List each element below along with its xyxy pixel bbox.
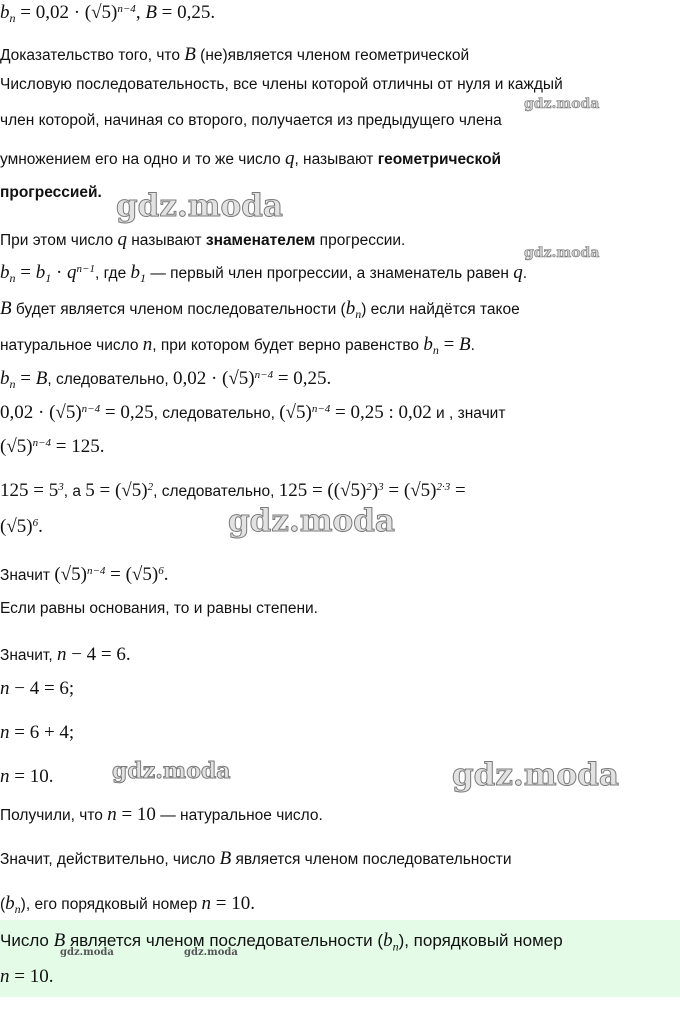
given-formula: $b_n = 0,02 \cdot (√5)^{n-4}$, B = 0,25. (0, 2, 216, 26)
formula-line: $125 = 5^3$, а $5 = (√5)^2$, следовательно, $125 = ((√5)^2)^3 = (√5)^{2\cdot 3}$ = (0, 480, 466, 501)
watermark: gdz.moda (112, 758, 231, 784)
formula-line: Значит, n − 4 = 6. (0, 644, 131, 665)
text-line: натуральное число n, при котором будет верно равенство $b_n = B$. (0, 334, 475, 358)
watermark: gdz.moda (452, 757, 619, 793)
text-line: B будет является членом последовательности $(b_n)$ если найдётся такое (0, 298, 520, 322)
answer-line: n = 10. (0, 966, 54, 987)
text-line: Получили, что n = 10 — натуральное число. (0, 804, 323, 825)
formula-line: Значит $(√5)^{n-4} = (√5)^6$. (0, 564, 169, 585)
watermark: gdz.moda (524, 245, 600, 261)
formula-line: n − 4 = 6; (0, 678, 75, 699)
formula-line: $0,02 \cdot (√5)^{n-4} = 0,25$, следовательно, $(√5)^{n-4} = 0,25$ : 0,02 и , значит (0, 402, 506, 423)
definition-line: умножением его на одно и то же число q, называют геометрической (0, 148, 502, 169)
formula-line: $(√5)^6$. (0, 516, 43, 537)
watermark: gdz.moda (524, 96, 600, 112)
text-line: Числовую последовательность, все члены которой отличны от нуля и каждый (0, 76, 563, 93)
watermark: gdz.moda (228, 503, 395, 539)
definition-term: прогрессией. (0, 184, 102, 201)
text-line: При этом число q называют знаменателем прогрессии. (0, 229, 406, 250)
text-line: Если равны основания, то и равны степени. (0, 600, 318, 617)
formula-line: $b_n = B$, следовательно, $0,02 \cdot (√5)^{n-4} = 0,25$. (0, 368, 332, 392)
watermark: gdz.moda (60, 947, 114, 958)
text-line: член которой, начиная со второго, получается из предыдущего члена (0, 112, 502, 129)
formula-line: $b_n = b_1 \cdot q^{n-1}$, где $b_1$ — первый член прогрессии, а знаменатель равен q. (0, 262, 528, 286)
formula-line: $(√5)^{n-4} = 125$. (0, 436, 105, 457)
watermark: gdz.moda (116, 188, 283, 224)
formula-line: n = 10. (0, 766, 54, 787)
text-line: $(b_n)$, его порядковый номер n = 10. (0, 893, 255, 917)
formula-line: n = 6 + 4; (0, 722, 75, 743)
text-line: Значит, действительно, число B является членом последовательности (0, 848, 512, 869)
paragraph-intro: Доказательство того, что B (не)является членом геометрической (0, 44, 470, 65)
watermark: gdz.moda (184, 947, 238, 958)
answer-line: Число B является членом последовательности $(b_n)$, порядковый номер (0, 930, 563, 954)
